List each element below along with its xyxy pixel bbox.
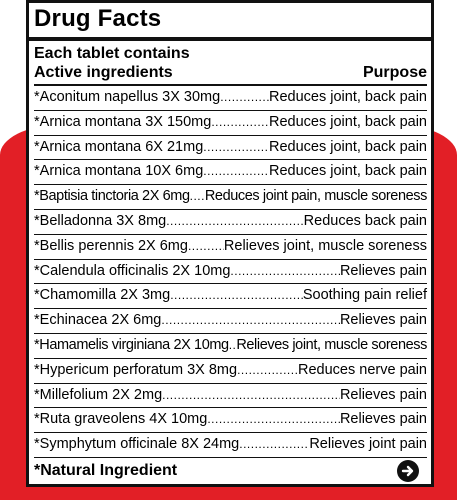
drug-facts-title: Drug Facts — [29, 3, 431, 41]
ingredient-purpose: Reduces joint pain, muscle soreness — [204, 188, 427, 205]
ingredient-name: *Chamomilla 2X 3mg — [34, 287, 171, 304]
dot-leader — [161, 309, 340, 333]
ingredient-list — [29, 86, 431, 458]
dot-leader — [230, 260, 340, 284]
ingredient-row — [34, 433, 427, 458]
ingredient-name: *Belladonna 3X 8mg — [34, 212, 167, 229]
ingredient-purpose: Relieves pain — [339, 411, 427, 428]
ingredient-purpose: Reduces joint, back pain — [269, 138, 427, 155]
ingredient-row — [34, 284, 427, 309]
ingredient-name: *Millefolium 2X 2mg — [34, 386, 163, 403]
dot-leader — [166, 210, 303, 234]
ingredient-name: *Hypericum perforatum 3X 8mg — [34, 361, 238, 378]
ingredient-row — [34, 235, 427, 260]
ingredient-row — [34, 86, 427, 111]
ingredient-name: *Arnica montana 6X 21mg — [34, 138, 204, 155]
subheading: Each tablet contains — [34, 45, 190, 62]
dot-leader — [237, 359, 298, 383]
dot-leader — [220, 86, 269, 110]
column-header-row — [34, 63, 427, 86]
dot-leader — [239, 433, 309, 457]
ingredient-name: *Ruta graveolens 4X 10mg — [34, 411, 208, 428]
ingredient-name: *Baptisia tinctoria 2X 6mg — [34, 188, 190, 205]
ingredient-purpose: Soothing pain relief — [302, 287, 427, 304]
ingredient-purpose: Reduces joint, back pain — [269, 113, 427, 130]
ingredient-name: *Aconitum napellus 3X 30mg — [34, 89, 221, 105]
ingredient-purpose: Reduces joint, back pain — [269, 163, 427, 180]
ingredient-purpose: Relieves pain — [339, 386, 427, 403]
ingredient-row — [34, 384, 427, 409]
dot-leader — [203, 136, 269, 160]
section-header — [29, 41, 431, 86]
dot-leader — [229, 334, 237, 358]
ingredient-name: *Symphytum officinale 8X 24mg — [34, 436, 240, 453]
ingredient-name: *Echinacea 2X 6mg — [34, 312, 162, 329]
ingredient-row — [34, 408, 427, 433]
natural-ingredient-footnote: *Natural Ingredient — [34, 461, 178, 479]
ingredient-purpose: Relieves joint, muscle soreness — [236, 336, 427, 353]
ingredient-purpose: Relieves joint pain — [309, 436, 427, 453]
ingredient-purpose: Relieves pain — [339, 312, 427, 329]
ingredient-purpose: Reduces joint, back pain — [269, 89, 427, 105]
ingredient-name: *Bellis perennis 2X 6mg — [34, 237, 188, 254]
ingredient-row — [34, 260, 427, 285]
ingredient-purpose: Relieves joint, muscle soreness — [223, 237, 427, 254]
dot-leader — [188, 235, 224, 259]
dot-leader — [190, 185, 205, 209]
dot-leader — [211, 111, 269, 135]
ingredient-name: *Arnica montana 3X 150mg — [34, 113, 212, 130]
active-ingredients-label: Active ingredients — [34, 64, 173, 81]
ingredient-name: *Arnica montana 10X 6mg — [34, 163, 204, 180]
ingredient-purpose: Reduces back pain — [303, 212, 427, 229]
ingredient-row — [34, 111, 427, 136]
dot-leader — [170, 284, 303, 308]
purpose-label: Purpose — [362, 64, 427, 81]
drug-facts-panel — [26, 0, 434, 487]
ingredient-row — [34, 210, 427, 235]
ingredient-name: *Calendula officinalis 2X 10mg — [34, 262, 231, 279]
dot-leader — [207, 408, 340, 432]
ingredient-row — [34, 309, 427, 334]
ingredient-row — [34, 334, 427, 359]
ingredient-name: *Hamamelis virginiana 2X 10mg — [34, 336, 229, 353]
ingredient-row — [34, 359, 427, 384]
arrow-right-circle-icon — [397, 460, 419, 482]
ingredient-row — [34, 185, 427, 210]
ingredient-purpose: Reduces nerve pain — [298, 361, 427, 378]
dot-leader — [203, 160, 269, 184]
ingredient-purpose: Relieves pain — [339, 262, 427, 279]
footer — [29, 458, 431, 484]
dot-leader — [162, 384, 340, 408]
ingredient-row — [34, 160, 427, 185]
ingredient-row — [34, 136, 427, 161]
